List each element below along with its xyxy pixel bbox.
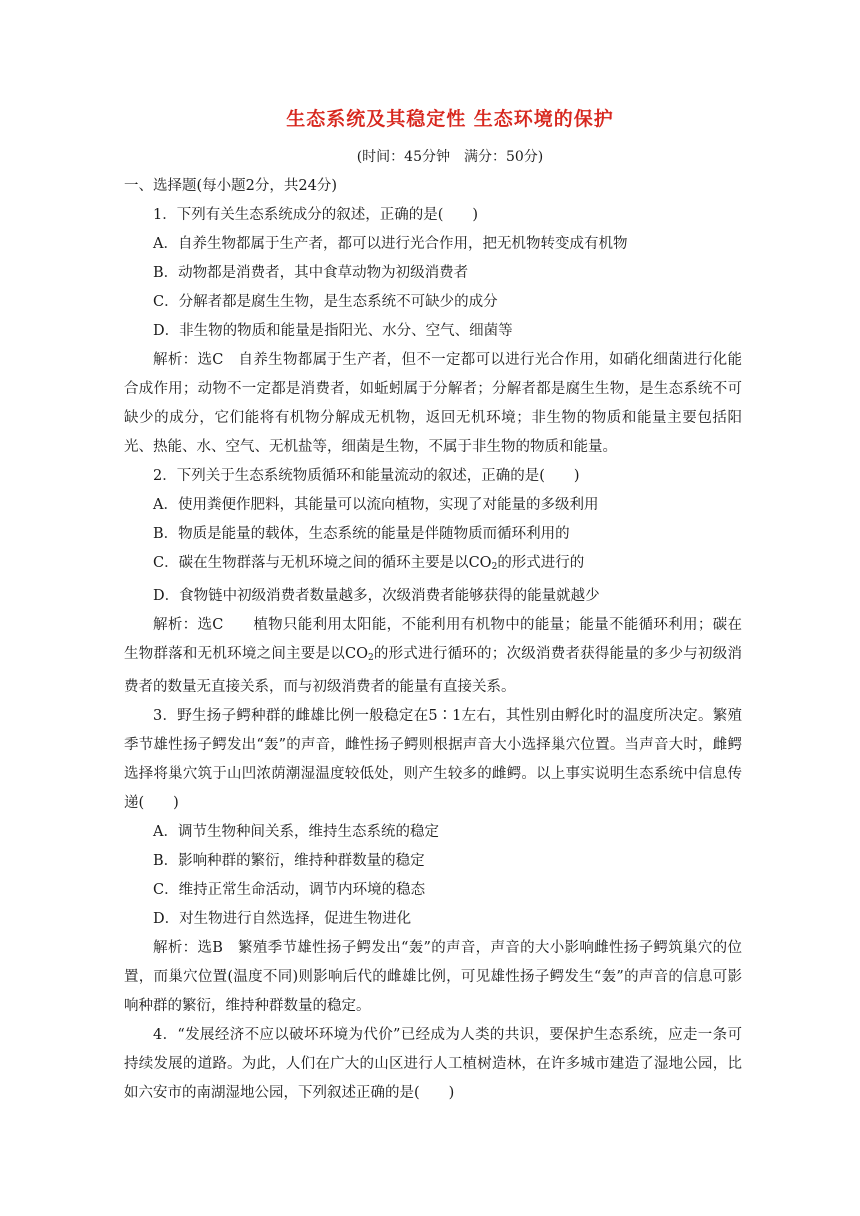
- analysis-text: 解析：选C 植物只能利用太阳能，不能利用有机物中的能量；能量不能循环利用；碳在生物群落和无机环境之间主要是以CO: [124, 617, 742, 662]
- question-3-option-c: C．维持正常生命活动，调节内环境的稳态: [153, 882, 426, 898]
- question-3-analysis: 解析：选B 繁殖季节雄性扬子鳄发出“轰”的声音，声音的大小影响雌性扬子鳄筑巢穴的位置，而巢穴位置(温度不同)则影响后代的雌雄比例，可见雄性扬子鳄发生“轰”的声音的信息可影响种群的繁衍，维持种群数量的稳定。: [124, 940, 742, 1014]
- page-title: 生态系统及其稳定性 生态环境的保护: [286, 108, 614, 130]
- question-2-option-b: B．物质是能量的载体，生态系统的能量是伴随物质而循环利用的: [153, 526, 570, 542]
- question-2-option-a: A．使用粪便作肥料，其能量可以流向植物，实现了对能量的多级利用: [153, 497, 599, 513]
- question-1-option-d: D．非生物的物质和能量是指阳光、水分、空气、细菌等: [153, 323, 513, 339]
- option-c-text-end: 的形式进行的: [497, 555, 585, 571]
- question-2-analysis: [124, 611, 742, 702]
- subscript: 2: [491, 562, 498, 572]
- option-c-text: C．碳在生物群落与无机环境之间的循环主要是以CO: [153, 555, 492, 571]
- question-2-option-c: [124, 549, 742, 582]
- time-and-score: (时间：45分钟 满分：50分): [356, 149, 544, 165]
- subscript: 2: [367, 653, 374, 663]
- document-body: [124, 172, 742, 1108]
- question-1-analysis: 解析：选C 自养生物都属于生产者，但不一定都可以进行光合作用，如硝化细菌进行化能合成作用；动物不一定都是消费者，如蚯蚓属于分解者；分解者都是腐生生物，是生态系统不可缺少的成分，它们能将有机物分解成无机物，返回无机环境；非生物的物质和能量主要包括阳光、热能、水、空气、无机盐等，细菌是生物，不属于非生物的物质和能量。: [124, 352, 742, 455]
- question-2-option-d: D．食物链中初级消费者数量越多，次级消费者能够获得的能量就越少: [153, 588, 600, 604]
- question-1-option-c: C．分解者都是腐生生物，是生态系统不可缺少的成分: [153, 294, 498, 310]
- question-3-option-b: B．影响种群的繁衍，维持种群数量的稳定: [153, 853, 425, 869]
- analysis-text-end: 的形式进行循环的；次级消费者获得能量的多少与初级消费者的数量无直接关系，而与初级消费者的能量有直接关系。: [124, 646, 743, 695]
- section-heading: 一、选择题(每小题2分，共24分): [124, 178, 337, 194]
- question-1-stem: 1．下列有关生态系统成分的叙述，正确的是( ): [153, 207, 479, 223]
- question-3-option-a: A．调节生物种间关系，维持生态系统的稳定: [153, 824, 439, 840]
- question-3-stem: 3．野生扬子鳄种群的雌雄比例一般稳定在5∶1左右，其性别由孵化时的温度所决定。繁殖季节雄性扬子鳄发出“轰”的声音，雌性扬子鳄则根据声音大小选择巢穴位置。当声音大时，雌鳄选择将巢穴筑于山凹浓荫潮湿温度较低处，则产生较多的雌鳄。以上事实说明生态系统中信息传递( ): [124, 708, 742, 811]
- question-1-option-b: B．动物都是消费者，其中食草动物为初级消费者: [153, 265, 469, 281]
- question-2-stem: 2．下列关于生态系统物质循环和能量流动的叙述，正确的是( ): [153, 468, 580, 484]
- question-3-option-d: D．对生物进行自然选择，促进生物进化: [153, 911, 412, 927]
- question-1-option-a: A．自养生物都属于生产者，都可以进行光合作用，把无机物转变成有机物: [153, 236, 628, 252]
- question-4-stem: 4．“发展经济不应以破坏环境为代价”已经成为人类的共识，要保护生态系统，应走一条可持续发展的道路。为此，人们在广大的山区进行人工植树造林，在许多城市建造了湿地公园，比如六安市的南湖湿地公园，下列叙述正确的是( ): [124, 1027, 742, 1101]
